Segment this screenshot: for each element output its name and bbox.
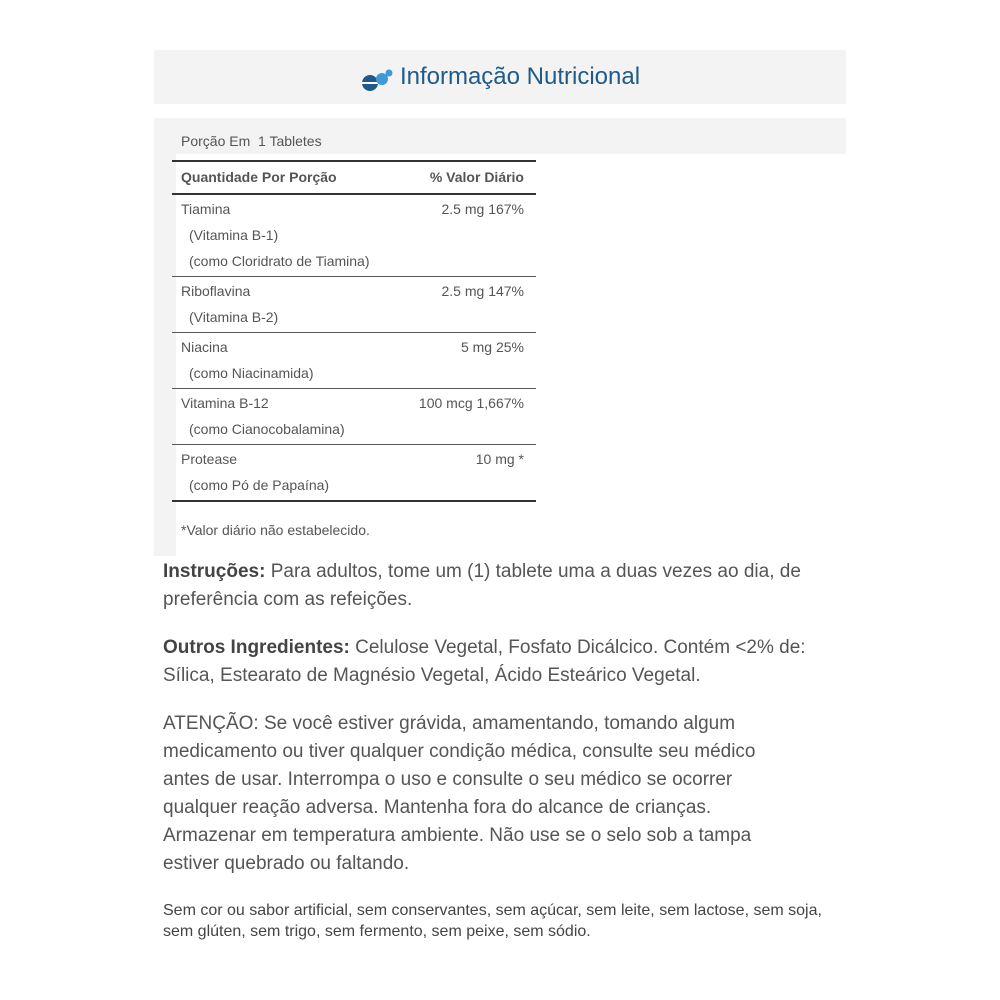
nutrient-row-protease [172,445,536,502]
nutrient-subtext: (como Pó de Papaína) [189,477,330,493]
daily-value-footnote: *Valor diário não estabelecido. [181,522,370,538]
facts-table-header [172,162,536,195]
nutrient-value: 5 mg 25% [460,339,524,355]
nutrient-name: Niacina [181,339,228,355]
nutrition-facts-table [172,160,536,502]
nutrient-value: 2.5 mg 147% [441,283,524,299]
ingredients-paragraph [163,634,853,690]
nutrient-name: Riboflavina [181,283,251,299]
tablet-logo-icon [360,66,394,92]
warning-paragraph: ATENÇÃO: Se você estiver grávida, amamentando, tomando algum medicamento ou tiver qualquer condição médica, consulte seu médico antes de usar. Interrompa o uso e consulte o seu médico se ocorrer qualquer reação adversa. Mantenha fora do alcance de crianças. Armazenar em temperatura ambiente. Não use se o selo sob a tampa estiver quebrado ou faltando. [163,713,756,874]
ingredients-label: Outros Ingredientes: [163,637,350,658]
nutrient-subtext: (como Cianocobalamina) [189,421,345,437]
instructions-text: Para adultos, tome um (1) tablete uma a duas vezes ao dia, de preferência com as refeições. [163,561,801,610]
col-amount-header: Quantidade Por Porção [181,169,337,185]
nutrient-row-riboflavina [172,277,536,333]
instructions-paragraph [163,558,853,614]
nutrient-value: 100 mcg 1,667% [418,395,524,411]
nutrient-row-vitamina-b12 [172,389,536,445]
page-title: Informação Nutricional [399,63,641,90]
serving-size: Porção Em 1 Tabletes [181,133,322,149]
free-from-statement: Sem cor ou sabor artificial, sem conservantes, sem açúcar, sem leite, sem lactose, sem soja, sem glúten, sem trigo, sem fermento, sem peixe, sem sódio. [163,902,822,940]
nutrient-subtext: (como Cloridrato de Tiamina) [189,253,370,269]
instructions-label: Instruções: [163,561,266,582]
col-daily-value-header: % Valor Diário [429,169,524,185]
nutrient-row-tiamina [172,195,536,277]
nutrient-subtext: (como Niacinamida) [189,365,314,381]
nutrient-value: 10 mg * [475,451,524,467]
nutrient-name: Protease [181,451,238,467]
nutrient-value: 2.5 mg 167% [441,201,524,217]
nutrient-subtext: (Vitamina B-2) [189,309,279,325]
nutrient-row-niacina [172,333,536,389]
nutrient-name: Vitamina B-12 [181,395,269,411]
nutrition-header [154,50,846,104]
nutrient-name: Tiamina [181,201,231,217]
nutrient-subtext: (Vitamina B-1) [189,227,279,243]
ingredients-text: Celulose Vegetal, Fosfato Dicálcico. Contém <2% de: Sílica, Estearato de Magnésio Vegetal, Ácido Esteárico Vegetal. [163,637,806,686]
